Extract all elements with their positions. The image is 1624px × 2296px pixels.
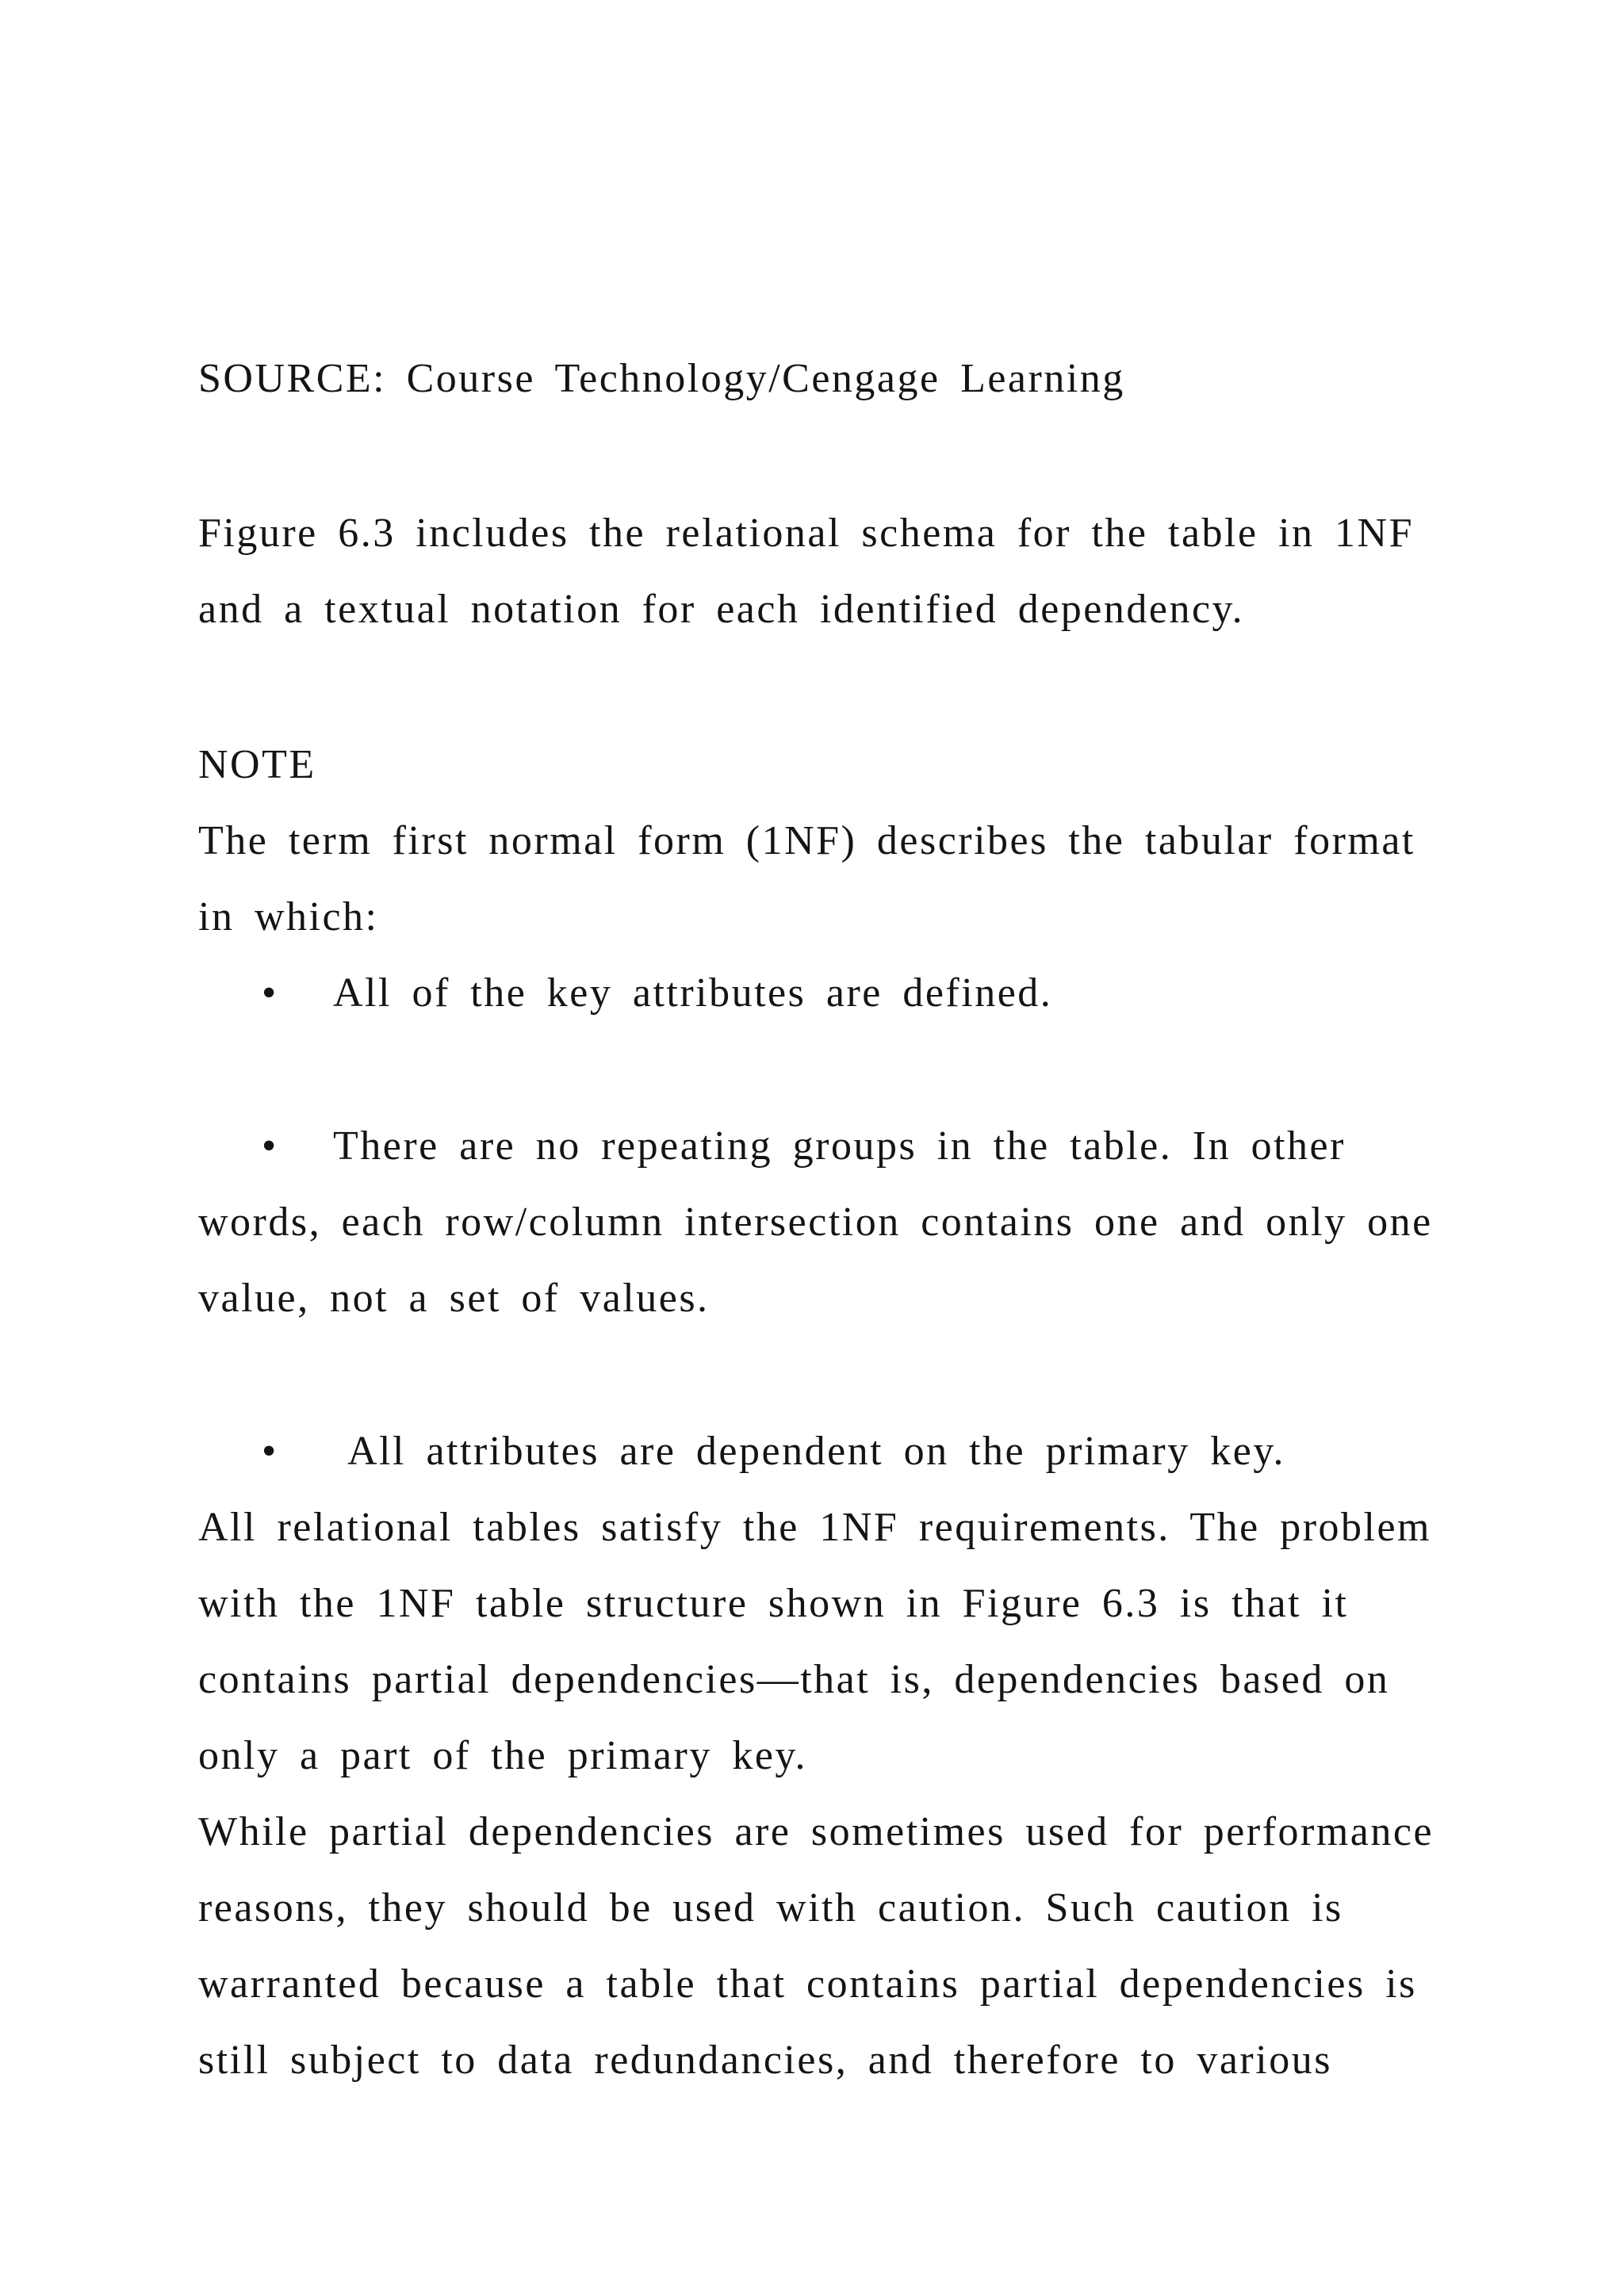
bullet-item-3 <box>262 1428 1285 1475</box>
bullet-item-1-text: All of the key attributes are defined. <box>333 970 1053 1016</box>
paragraph2-line-1: While partial dependencies are sometimes used for performance <box>198 1809 1434 1854</box>
bullet-item-3-text: All attributes are dependent on the primary key. <box>347 1429 1285 1474</box>
paragraph1-line-3: contains partial dependencies—that is, dependencies based on <box>198 1657 1390 1702</box>
bullet-icon: • <box>262 970 278 1016</box>
bullet-item-1 <box>262 970 1052 1017</box>
note-text-line-1: The term first normal form (1NF) describes the tabular format <box>198 818 1415 863</box>
paragraph1-line-2: with the 1NF table structure shown in Figure 6.3 is that it <box>198 1581 1349 1626</box>
paragraph1-line-1: All relational tables satisfy the 1NF requirements. The problem <box>198 1505 1431 1550</box>
paragraph2-line-2: reasons, they should be used with caution. Such caution is <box>198 1885 1343 1931</box>
note-text-line-2: in which: <box>198 894 379 939</box>
bullet-item-2-continuation-2: value, not a set of values. <box>198 1276 710 1321</box>
paragraph2-line-3: warranted because a table that contains partial dependencies is <box>198 1961 1417 2007</box>
intro-line-2: and a textual notation for each identified dependency. <box>198 587 1245 632</box>
intro-line-1: Figure 6.3 includes the relational schema for the table in 1NF <box>198 511 1414 556</box>
bullet-icon: • <box>262 1429 278 1474</box>
bullet-item-2 <box>262 1123 1346 1170</box>
note-heading: NOTE <box>198 742 316 787</box>
source-line: SOURCE: Course Technology/Cengage Learning <box>198 356 1125 401</box>
bullet-item-2-continuation-1: words, each row/column intersection contains one and only one <box>198 1200 1433 1245</box>
bullet-icon: • <box>262 1123 278 1169</box>
bullet-item-2-text: There are no repeating groups in the table. In other <box>333 1123 1346 1169</box>
paragraph1-line-4: only a part of the primary key. <box>198 1733 808 1778</box>
paragraph2-line-4: still subject to data redundancies, and therefore to various <box>198 2038 1332 2083</box>
